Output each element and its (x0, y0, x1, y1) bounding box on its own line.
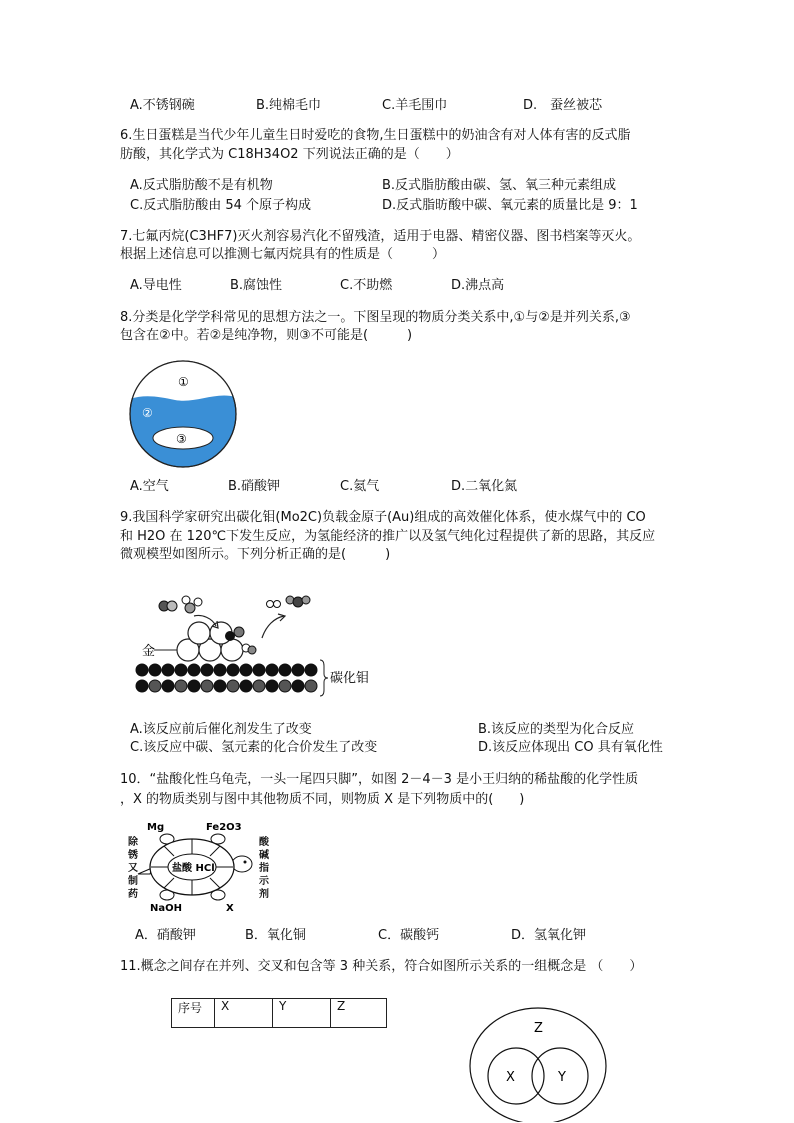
q8-label-3: ③ (176, 432, 187, 446)
q6-option-a: A.反式脂肪酸不是有机物 (130, 178, 273, 193)
carbide-atom (240, 680, 252, 692)
venn-x-label: X (506, 1070, 515, 1085)
q9-line-3: 微观模型如图所示。下列分析正确的是( ) (120, 547, 391, 562)
h2-molecule-icon (267, 601, 281, 608)
carbide-atom (162, 680, 174, 692)
q9-line-1: 9.我国科学家研究出碳化钼(Mo2C)负载金原子(Au)组成的高效催化体系，使水煤气中的 CO (120, 510, 646, 525)
turtle-right-text: 酸碱指示剂 (259, 837, 269, 900)
q8-option-a: A.空气 (130, 479, 169, 494)
carbide-atom (188, 664, 200, 676)
q10-line-1: 10．“盐酸化性乌龟壳，一头一尾四只脚”，如图 2－4－3 是小王归纳的稀盐酸的化学性质 (120, 772, 639, 787)
carbide-atom (266, 680, 278, 692)
q9-line-2: 和 H2O 在 120℃下发生反应，为氢能经济的推广以及氢气纯化过程提供了新的思路，其反应 (120, 529, 656, 544)
carbide-atom (149, 664, 161, 676)
water-molecule-icon (182, 596, 202, 613)
venn-z-label: Z (534, 1021, 543, 1036)
q7-option-d: D.沸点高 (451, 278, 505, 293)
q9-option-a: A.该反应前后催化剂发生了改变 (130, 722, 312, 737)
q5-option-a: A.不锈钢碗 (130, 98, 195, 113)
turtle-left-text: 除锈又制药 (128, 837, 138, 900)
q5-option-c: C.羊毛围巾 (382, 98, 448, 113)
q10-option-b: B．氧化铜 (245, 928, 306, 943)
q7-option-c: C.不助燃 (340, 278, 393, 293)
carbide-atom (136, 664, 148, 676)
turtle-center-label: 盐酸 HCl (172, 863, 215, 874)
turtle-fe2o3-label: Fe2O3 (206, 822, 242, 833)
q8-label-2: ② (142, 406, 153, 420)
venn-y-label: Y (558, 1070, 566, 1085)
q7-option-a: A.导电性 (130, 278, 182, 293)
carbide-atom (253, 664, 265, 676)
carbide-atom (201, 680, 213, 692)
q8-classification-diagram (127, 358, 239, 470)
q8-option-b: B.硝酸钾 (228, 479, 281, 494)
co-molecule-icon (159, 601, 177, 611)
table-header-z: Z (331, 999, 387, 1028)
carbide-atom (227, 680, 239, 692)
carbide-atom (214, 680, 226, 692)
q9-mo2c-label: 碳化钼 (330, 671, 370, 686)
q7-option-b: B.腐蚀性 (230, 278, 283, 293)
q9-reaction-model (128, 588, 388, 704)
carbide-atom (266, 664, 278, 676)
q9-option-c: C.该反应中碳、氢元素的化合价发生了改变 (130, 740, 378, 755)
q10-option-a: A．硝酸钾 (135, 928, 196, 943)
q9-option-d: D.该反应体现出 CO 具有氧化性 (478, 740, 663, 755)
carbide-atom (162, 664, 174, 676)
q8-line-2: 包含在②中。若②是纯净物，则③不可能是( ) (120, 328, 413, 343)
q11-table (171, 998, 387, 1028)
q9-gold-label: 金 (142, 644, 156, 659)
carbide-atom (227, 664, 239, 676)
q6-option-c: C.反式脂肪酸由 54 个原子构成 (130, 198, 312, 213)
table-header-y: Y (273, 999, 331, 1028)
q10-option-d: D．氢氧化钾 (511, 928, 587, 943)
turtle-x-label: X (226, 903, 234, 914)
q6-line-2: 肪酸，其化学式为 C18H34O2 下列说法正确的是（ ） (120, 147, 459, 162)
carbide-atom (279, 664, 291, 676)
carbide-atom (136, 680, 148, 692)
carbide-atom (240, 664, 252, 676)
q8-label-1: ① (178, 375, 189, 389)
carbide-atom (292, 664, 304, 676)
carbide-atom (214, 664, 226, 676)
q8-option-d: D.二氧化氮 (451, 479, 518, 494)
carbide-atom (201, 664, 213, 676)
carbide-atom (305, 680, 317, 692)
q10-line-2: ，X 的物质类别与图中其他物质不同，则物质 X 是下列物质中的( ) (120, 792, 525, 807)
q7-line-1: 7.七氟丙烷(C3HF7)灭火剂容易汽化不留残渣，适用于电器、精密仪器、图书档案等灭火。 (120, 229, 641, 244)
q9-option-b: B.该反应的类型为化合反应 (478, 722, 635, 737)
carbide-atom (292, 680, 304, 692)
turtle-mg-label: Mg (147, 822, 165, 833)
q6-option-b: B.反式脂肪酸由碳、氢、氧三种元素组成 (382, 178, 617, 193)
turtle-naoh-label: NaOH (150, 903, 182, 914)
co2-molecule-icon (286, 596, 310, 607)
q6-option-d: D.反式脂昉酸中碳、氧元素的质量比是 9：1 (382, 198, 638, 213)
carbide-atom (305, 664, 317, 676)
carbide-atom (188, 680, 200, 692)
carbide-atom (279, 680, 291, 692)
table-header-x: X (215, 999, 273, 1028)
q8-line-1: 8.分类是化学学科常见的思想方法之一。下图呈现的物质分类关系中,①与②是并列关系,③ (120, 310, 631, 325)
q7-line-2: 根据上述信息可以推测七氟丙烷具有的性质是（ ） (120, 247, 446, 262)
q5-option-b: B.纯棉毛巾 (256, 98, 322, 113)
carbide-atom (175, 664, 187, 676)
carbide-atom (253, 680, 265, 692)
carbide-atom (149, 680, 161, 692)
q11-venn-diagram (468, 1004, 608, 1122)
q5-option-d: D. 蚕丝被芯 (523, 98, 603, 113)
q6-line-1: 6.生日蛋糕是当代少年儿童生日时爱吃的食物,生日蛋糕中的奶油含有对人体有害的反式脂 (120, 128, 631, 143)
q8-option-c: C.氦气 (340, 479, 380, 494)
q11-line-1: 11.概念之间存在并列、交叉和包含等 3 种关系，符合如图所示关系的一组概念是 （ ） (120, 959, 643, 974)
q10-option-c: C．碳酸钙 (378, 928, 440, 943)
carbide-atom (175, 680, 187, 692)
table-header-index: 序号 (172, 999, 215, 1028)
